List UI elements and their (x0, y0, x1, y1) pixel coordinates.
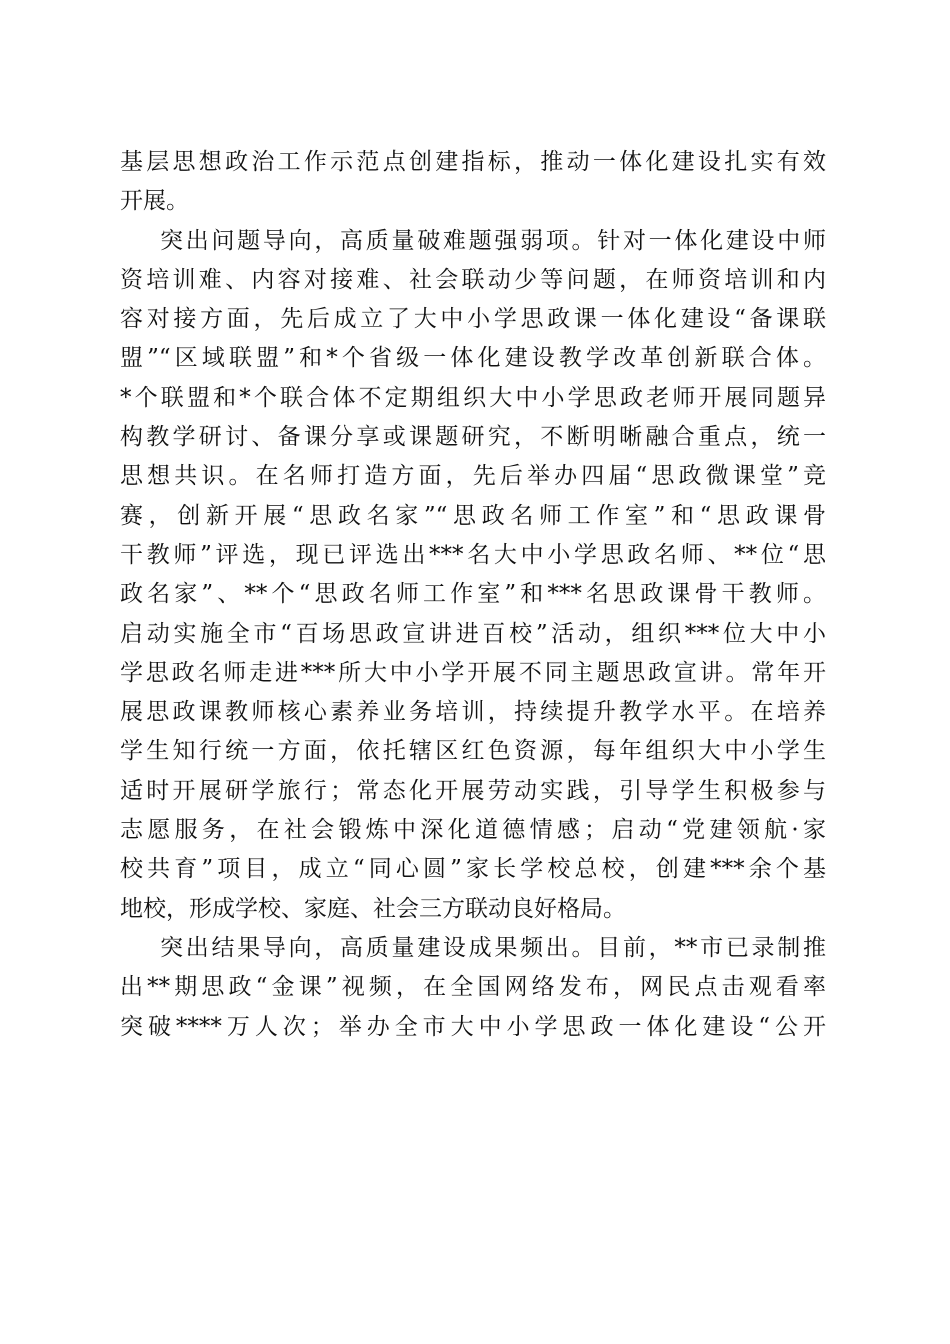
text-line: 学思政名师走进***所大中小学开展不同主题思政宣讲。常年开 (120, 659, 826, 686)
text-line: 展思政课教师核心素养业务培训，持续提升教学水平。在培养 (120, 699, 826, 726)
text-line: 基层思想政治工作示范点创建指标，推动一体化建设扎实有效 (120, 149, 826, 175)
text-line: 启动实施全市“百场思政宣讲进百校”活动，组织***位大中小 (120, 620, 826, 647)
text-line: 构教学研讨、备课分享或课题研究，不断明晰融合重点，统一 (120, 424, 826, 451)
text-line: 校共育”项目，成立“同心圆”家长学校总校，创建***余个基 (120, 856, 826, 883)
document-body (120, 143, 826, 1047)
text-line: 学生知行统一方面，依托辖区红色资源，每年组织大中小学生 (120, 738, 826, 765)
text-line: *个联盟和*个联合体不定期组织大中小学思政老师开展同题异 (120, 384, 826, 411)
paragraph-start-line: 突出结果导向，高质量建设成果频出。目前，**市已录制推 (160, 934, 826, 961)
text-line: 资培训难、内容对接难、社会联动少等问题，在师资培训和内 (120, 266, 826, 293)
text-line: 容对接方面，先后成立了大中小学思政课一体化建设“备课联 (120, 306, 826, 333)
text-line: 地校，形成学校、家庭、社会三方联动良好格局。 (120, 895, 626, 922)
text-line: 志愿服务，在社会锻炼中深化道德情感；启动“党建领航·家 (120, 817, 826, 844)
text-line: 思想共识。在名师打造方面，先后举办四届“思政微课堂”竞 (120, 463, 826, 490)
text-line: 干教师”评选，现已评选出***名大中小学思政名师、**位“思 (120, 541, 826, 568)
text-line: 赛，创新开展“思政名家”“思政名师工作室”和“思政课骨 (120, 502, 826, 529)
text-line: 适时开展研学旅行；常态化开展劳动实践，引导学生积极参与 (120, 777, 826, 804)
text-line: 盟”“区域联盟”和*个省级一体化建设教学改革创新联合体。 (120, 345, 826, 372)
text-line: 突破****万人次；举办全市大中小学思政一体化建设“公开 (120, 1013, 826, 1040)
text-line: 开展。 (120, 188, 189, 215)
text-line: 政名家”、**个“思政名师工作室”和***名思政课骨干教师。 (120, 581, 826, 608)
paragraph-start-line: 突出问题导向，高质量破难题强弱项。针对一体化建设中师 (160, 227, 826, 254)
text-line: 出**期思政“金课”视频，在全国网络发布，网民点击观看率 (120, 974, 826, 1001)
